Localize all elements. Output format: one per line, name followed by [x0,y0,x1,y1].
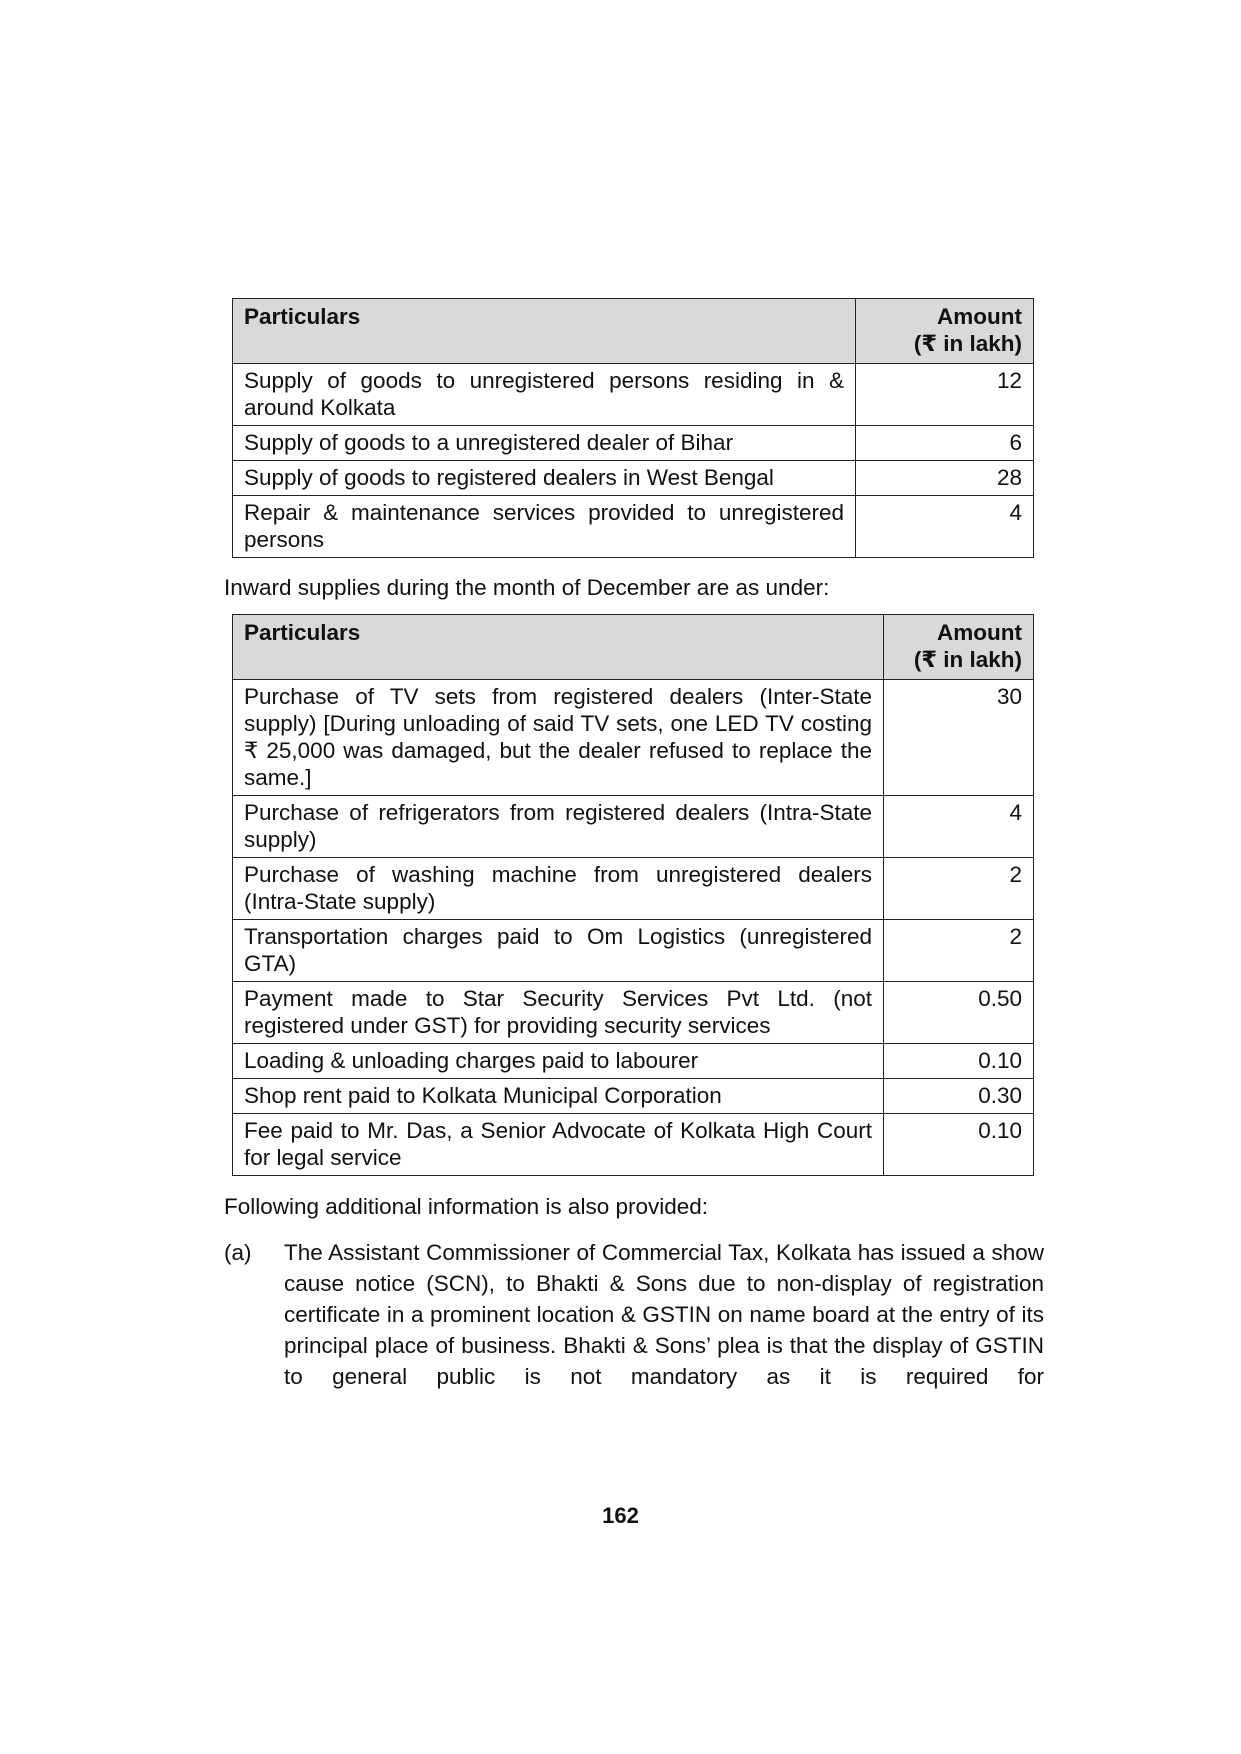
particulars-cell: Supply of goods to registered dealers in West Bengal [233,461,856,496]
particulars-cell: Supply of goods to unregistered persons residing in & around Kolkata [233,364,856,426]
amount-cell: 6 [856,426,1034,461]
particulars-header: Particulars [233,299,856,364]
table-row [233,680,1034,796]
amount-cell: 28 [856,461,1034,496]
table-row [233,1044,1034,1079]
table-row [233,364,1034,426]
particulars-cell: Loading & unloading charges paid to labourer [233,1044,884,1079]
particulars-cell: Purchase of refrigerators from registered dealers (Intra-State supply) [233,796,884,858]
amount-header-line2: (₹ in lakh) [913,331,1022,356]
particulars-cell: Repair & maintenance services provided to unregistered persons [233,496,856,558]
amount-cell: 0.10 [884,1114,1034,1176]
particulars-header: Particulars [233,615,884,680]
inward-supplies-intro: Inward supplies during the month of December are as under: [224,575,830,600]
table-row [233,858,1034,920]
item-a-text: The Assistant Commissioner of Commercial Tax, Kolkata has issued a show cause notice (SCN), to Bhakti & Sons due to non-display of registration certificate in a prominent location & GSTIN on name board at the entry of its principal place of business. Bhakti & Sons’ plea is that the display of GSTIN to general public is not mandatory as it is required for [284,1240,1044,1389]
amount-header-line2: (₹ in lakh) [913,647,1022,672]
table-header-row [233,615,1034,680]
particulars-cell: Payment made to Star Security Services Pvt Ltd. (not registered under GST) for providing security services [233,982,884,1044]
page-number: 162 [602,1503,639,1528]
particulars-cell: Shop rent paid to Kolkata Municipal Corporation [233,1079,884,1114]
outward-supplies-table [232,298,1034,558]
amount-header-line1: Amount [937,304,1022,329]
table-row [233,426,1034,461]
particulars-cell: Supply of goods to a unregistered dealer of Bihar [233,426,856,461]
amount-cell: 0.10 [884,1044,1034,1079]
amount-cell: 2 [884,858,1034,920]
table-header-row [233,299,1034,364]
additional-info-intro: Following additional information is also provided: [224,1194,709,1219]
table-row [233,982,1034,1044]
table-row [233,796,1034,858]
amount-cell: 2 [884,920,1034,982]
table-row [233,496,1034,558]
particulars-cell: Transportation charges paid to Om Logistics (unregistered GTA) [233,920,884,982]
particulars-cell: Fee paid to Mr. Das, a Senior Advocate of Kolkata High Court for legal service [233,1114,884,1176]
amount-header [856,299,1034,364]
table-row [233,1114,1034,1176]
table-row [233,920,1034,982]
item-a-label: (a) [224,1240,252,1265]
particulars-cell: Purchase of TV sets from registered dealers (Inter-State supply) [During unloading of said TV sets, one LED TV costing ₹ 25,000 was damaged, but the dealer refused to replace the same.] [233,680,884,796]
amount-cell: 4 [856,496,1034,558]
inward-supplies-table [232,614,1034,1176]
table-row [233,461,1034,496]
amount-cell: 30 [884,680,1034,796]
amount-cell: 4 [884,796,1034,858]
amount-header-line1: Amount [937,620,1022,645]
amount-cell: 12 [856,364,1034,426]
amount-header [884,615,1034,680]
table-row [233,1079,1034,1114]
amount-cell: 0.50 [884,982,1034,1044]
particulars-cell: Purchase of washing machine from unregistered dealers (Intra-State supply) [233,858,884,920]
amount-cell: 0.30 [884,1079,1034,1114]
